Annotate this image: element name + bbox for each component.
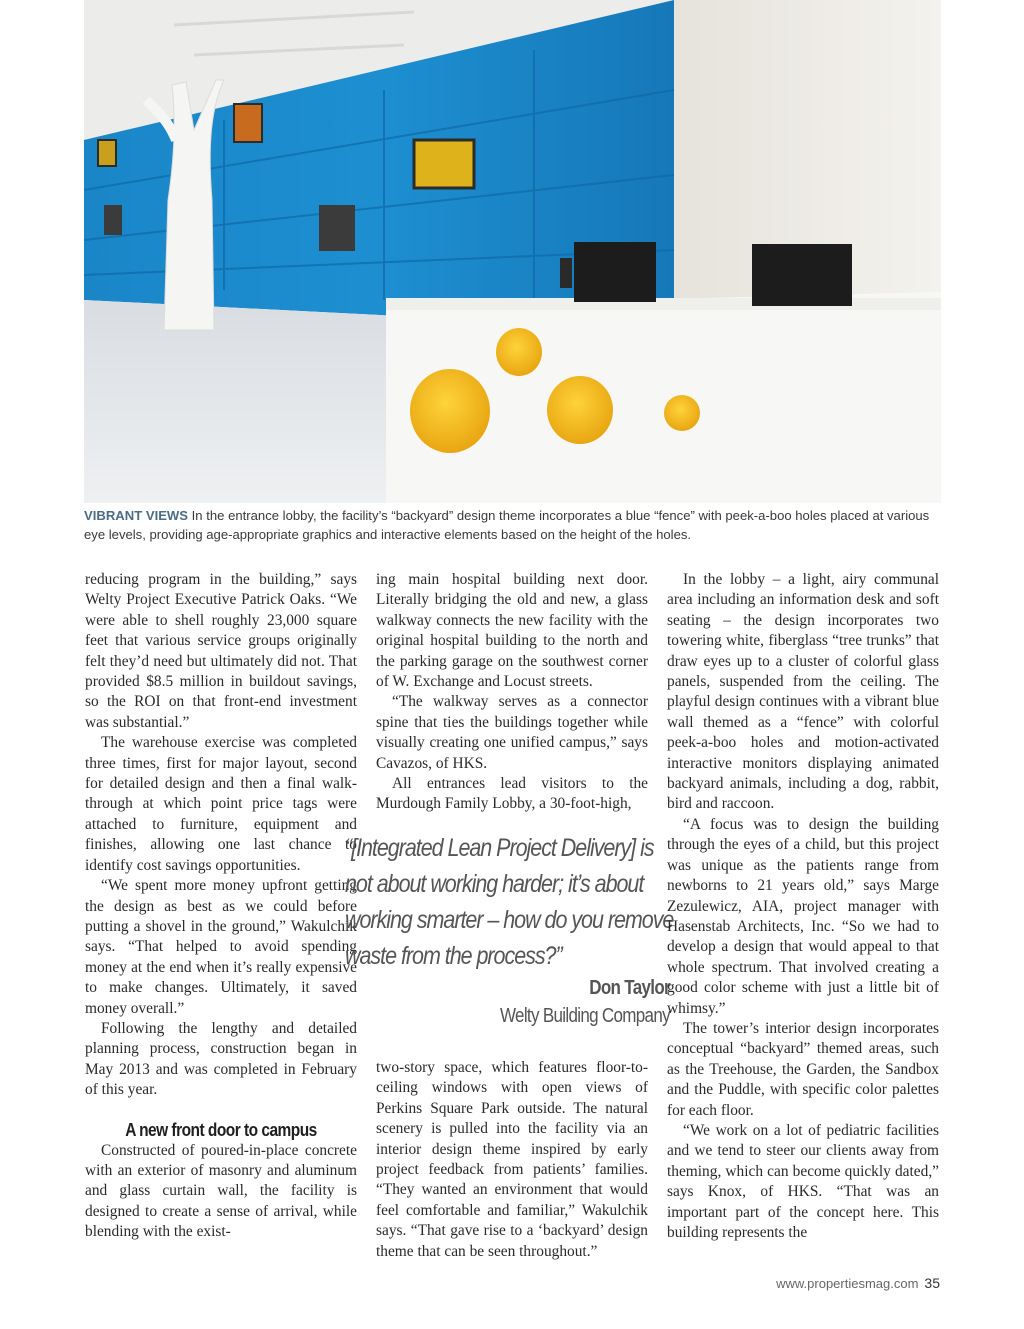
pull-quote-text: “[Integrated Lean Project Delivery] is not about working harder; it’s about working smarter – how do you remove waste from the process?” <box>345 834 674 970</box>
column-1 <box>85 570 357 1243</box>
paragraph: two-story space, which features floor-to-ceiling windows with open views of Perkins Square Park outside. The natural scenery is pulled into the facility via an interior design theme inspired by early project feedback from patients’ families. “They wanted an environment that would feel comfortable and familiar,” Wakulchik says. “That gave rise to a ‘backyard’ design theme that can be seen throughout.” <box>376 1059 648 1260</box>
photo-caption <box>84 506 944 544</box>
footer-url[interactable]: www.propertiesmag.com <box>776 1276 919 1291</box>
paragraph: “We work on a lot of pediatric facilities and we tend to steer our clients away from theming, which can become quickly dated,” says Knox, of HKS. “That was an important part of the concept here. This building represents the <box>667 1121 939 1241</box>
caption-lead: VIBRANT VIEWS <box>84 508 189 523</box>
caption-text: In the entrance lobby, the facility’s “backyard” design theme incorporates a blue “fence” with peek-a-boo holes placed at various eye levels, providing age-appropriate graphics and interactive elements based on the height of the holes. <box>84 508 930 542</box>
column-2-bottom <box>376 1058 648 1262</box>
paragraph: Constructed of poured-in-place concrete with an exterior of masonry and aluminum and glass curtain wall, the facility is designed to create a sense of arrival, while blending with the exist- <box>85 1141 357 1241</box>
paragraph: Following the lengthy and detailed planning process, construction began in May 2013 and was completed in February of this year. <box>85 1019 357 1099</box>
paragraph: “A focus was to design the building through the eyes of a child, but this project was unique as the patients range from newborns to 21 years old,” says Marge Zezulewicz, AIA, project manager with Hasenstab Architects, Inc. “So we had to develop a design that would appeal to that whole spectrum. That involved creating a good color scheme with just a little bit of whimsy.” <box>667 815 939 1017</box>
paragraph: “We spent more money upfront getting the design as best as we could before putting a shovel in the ground,” Wakulchik says. “That helped to avoid spending money at the end when it’s really expensive to make changes. Ultimately, it saved money overall.” <box>85 877 357 1017</box>
paragraph: The warehouse exercise was completed three times, first for major layout, second for detailed design and then a final walk-through at which point price tags were attached to furniture, equipment and finishes, allowing one last chance to identify cost savings opportunities. <box>85 734 357 874</box>
page-footer <box>776 1275 940 1291</box>
page-number: 35 <box>924 1275 940 1291</box>
section-subhead: A new front door to campus <box>125 1119 317 1140</box>
paragraph: The tower’s interior design incorporates conceptual “backyard” themed areas, such as the Treehouse, the Garden, the Sandbox and the Puddle, with specific color palettes for each floor. <box>667 1019 939 1119</box>
pull-quote-attribution-name: Don Taylor <box>589 977 670 999</box>
paragraph: “The walkway serves as a connector spine that ties the buildings together while visually creating one unified campus,” says Cavazos, of HKS. <box>376 693 648 772</box>
paragraph: All entrances lead visitors to the Murdough Family Lobby, a 30-foot-high, <box>376 775 648 813</box>
paragraph: ing main hospital building next door. Literally bridging the old and new, a glass walkway connects the new facility with the original hospital building to the north and the parking garage on the southwest corner of W. Exchange and Locust streets. <box>376 571 648 691</box>
pull-quote <box>345 830 680 1027</box>
hospital-lobby-photo <box>84 0 941 503</box>
pull-quote-attribution-company: Welty Building Company <box>500 1005 670 1027</box>
column-3 <box>667 570 939 1243</box>
column-2-top <box>376 570 648 815</box>
paragraph: reducing program in the building,” says Welty Project Executive Patrick Oaks. “We were able to shell roughly 23,000 square feet that various service groups originally felt they’d need but ultimately did not. That provided $8.5 million in buildout savings, so the ROI on that front-end investment was substantial.” <box>85 571 357 731</box>
paragraph: In the lobby – a light, airy communal area including an information desk and soft seating – the design incorporates two towering white, fiberglass “tree trunks” that draw eyes up to a cluster of colorful glass panels, suspended from the ceiling. The playful design continues with a vibrant blue wall themed as a “fence” with colorful peek-a-boo holes and motion-activated interactive monitors displaying animated backyard animals, including a dog, rabbit, bird and raccoon. <box>667 571 939 813</box>
